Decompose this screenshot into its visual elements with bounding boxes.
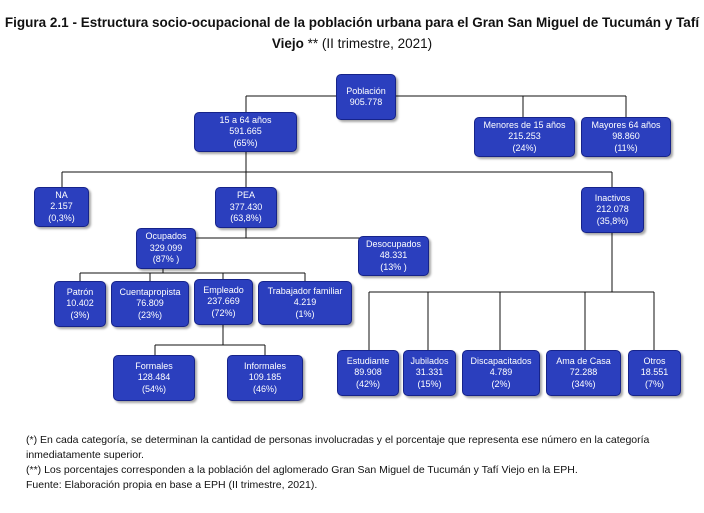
node-formales xyxy=(113,355,195,401)
node-label: Trabajador familiar xyxy=(267,285,343,296)
node-label: Ama de Casa xyxy=(556,355,611,366)
node-percent: (24%) xyxy=(512,142,537,153)
node-poblacion xyxy=(336,74,396,120)
node-percent: (2%) xyxy=(491,378,511,389)
figure-title-main: Figura 2.1 - Estructura socio-ocupacional de la población urbana para el Gran San Miguel de Tucumán y Tafí Viejo xyxy=(4,15,700,51)
node-patron xyxy=(54,281,106,327)
node-value: 48.331 xyxy=(379,250,408,261)
node-label: 15 a 64 años xyxy=(219,114,272,125)
node-15-a-64-anos xyxy=(194,112,297,152)
node-percent: (11%) xyxy=(614,142,638,153)
node-percent: (63,8%) xyxy=(230,213,262,224)
node-percent: (42%) xyxy=(355,378,380,389)
footnotes xyxy=(26,433,686,493)
node-value: 2.157 xyxy=(50,201,73,212)
node-value: 76.809 xyxy=(136,298,164,309)
footnote-1: (*) En cada categoría, se determinan la cantidad de personas involucradas y el porcentaje que representa ese número en la categoría inmediatamente superior. xyxy=(26,434,650,461)
node-label: Formales xyxy=(135,360,173,371)
node-value: 237.669 xyxy=(207,296,240,307)
node-percent: (1%) xyxy=(295,308,315,319)
node-value: 215.253 xyxy=(508,131,541,142)
node-label: Patrón xyxy=(66,286,94,297)
node-percent: (65%) xyxy=(233,137,258,148)
node-label: PEA xyxy=(236,190,255,201)
node-percent: (13% ) xyxy=(380,261,407,272)
node-percent: (15%) xyxy=(417,378,442,389)
figure-title-suffix: ** (II trimestre, 2021) xyxy=(307,36,433,51)
node-percent: (7%) xyxy=(644,378,664,389)
node-value: 89.908 xyxy=(354,367,382,378)
node-value: 4.219 xyxy=(293,297,317,308)
node-percent: (0,3%) xyxy=(48,212,75,223)
node-label: Jubilados xyxy=(410,355,449,366)
node-percent: (46%) xyxy=(252,383,277,394)
node-percent: (23%) xyxy=(137,309,162,320)
node-label: NA xyxy=(55,189,68,200)
source-note: Fuente: Elaboración propia en base a EPH (II trimestre, 2021). xyxy=(26,479,318,491)
node-value: 905.778 xyxy=(349,97,383,107)
node-value: 31.331 xyxy=(415,367,444,378)
node-label: Desocupados xyxy=(365,238,422,249)
node-percent: (34%) xyxy=(571,378,596,389)
node-percent: (35,8%) xyxy=(596,215,629,226)
footnote-2: (**) Los porcentajes corresponden a la población del aglomerado Gran San Miguel de Tucumán y Tafí Viejo en la EPH. xyxy=(26,464,578,476)
node-label: Ocupados xyxy=(145,231,187,242)
node-value: 591.665 xyxy=(229,126,262,137)
node-informales xyxy=(227,355,303,401)
node-na xyxy=(34,187,89,227)
node-percent: (87% ) xyxy=(152,254,180,265)
node-percent: (54%) xyxy=(141,383,166,394)
node-value: 18.551 xyxy=(640,367,669,378)
node-label: Población xyxy=(346,85,386,96)
node-jubilados xyxy=(403,350,456,396)
node-discapacitados xyxy=(462,350,540,396)
node-mayores-64 xyxy=(581,117,671,157)
node-ocupados xyxy=(136,228,196,269)
node-label: Estudiante xyxy=(346,355,390,366)
node-value: 212.078 xyxy=(596,204,629,215)
node-label: Cuentapropista xyxy=(119,286,181,297)
node-label: Inactivos xyxy=(594,192,631,203)
node-pea xyxy=(215,187,277,228)
node-value: 128.484 xyxy=(137,372,171,383)
node-empleado xyxy=(194,279,253,325)
node-label: Mayores 64 años xyxy=(591,119,661,130)
node-label: Otros xyxy=(643,355,666,366)
node-label: Menores de 15 años xyxy=(483,119,566,130)
node-desocupados xyxy=(358,236,429,276)
node-value: 109.185 xyxy=(248,372,282,383)
node-value: 98.860 xyxy=(612,131,640,142)
node-inactivos xyxy=(581,187,644,233)
node-label: Discapacitados xyxy=(470,355,532,366)
node-menores-15 xyxy=(474,117,575,157)
node-percent: (3%) xyxy=(70,309,90,320)
node-value: 4.789 xyxy=(489,367,513,378)
node-trabajador-familiar xyxy=(258,281,352,325)
node-value: 329.099 xyxy=(149,242,183,253)
node-label: Empleado xyxy=(203,284,244,295)
node-percent: (72%) xyxy=(211,307,236,318)
node-otros xyxy=(628,350,681,396)
node-label: Informales xyxy=(243,360,287,371)
node-value: 10.402 xyxy=(66,298,94,309)
node-cuentapropista xyxy=(111,281,189,327)
node-estudiante xyxy=(337,350,399,396)
node-value: 72.288 xyxy=(569,367,598,378)
node-ama-de-casa xyxy=(546,350,621,396)
node-value: 377.430 xyxy=(229,201,263,212)
